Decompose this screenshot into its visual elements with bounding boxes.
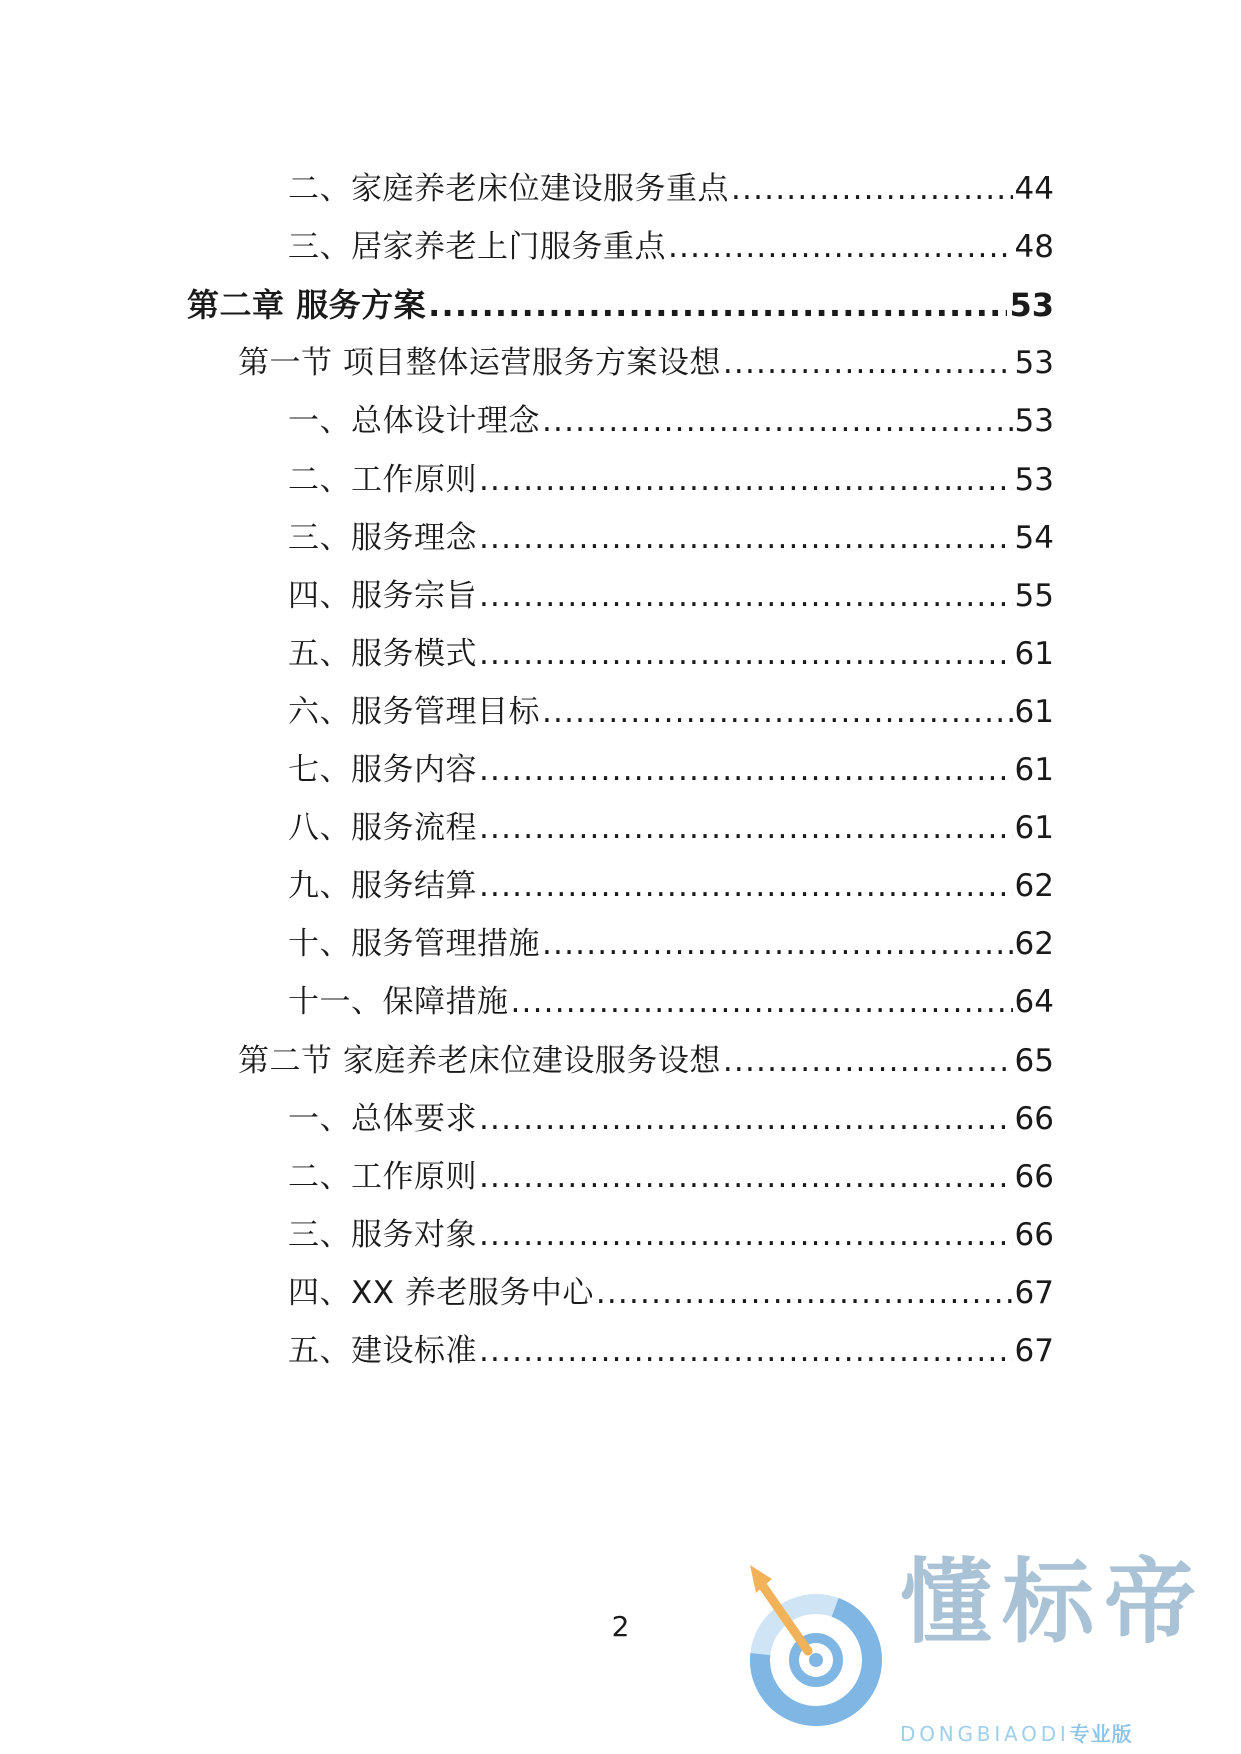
toc-dot-leader xyxy=(542,401,1013,441)
toc-dot-leader xyxy=(668,227,1013,267)
toc-entry-title: 三、服务对象 xyxy=(288,1217,477,1253)
toc-entry-title: 二、工作原则 xyxy=(288,462,477,498)
toc-entry-page: 67 xyxy=(1014,1333,1054,1369)
toc-entry-title: 六、服务管理目标 xyxy=(288,694,540,730)
toc-entry-page: 62 xyxy=(1014,926,1054,962)
toc-entry-title: 四、服务宗旨 xyxy=(288,578,477,614)
toc-entry-title: 二、工作原则 xyxy=(288,1159,477,1195)
toc-entry-page: 61 xyxy=(1014,752,1054,788)
toc-dot-leader xyxy=(479,460,1013,500)
toc-entry[interactable] xyxy=(288,518,1054,558)
toc-entry-title: 八、服务流程 xyxy=(288,810,477,846)
toc-entry-page: 53 xyxy=(1014,345,1054,381)
toc-entry-title: 五、建设标准 xyxy=(288,1333,477,1369)
toc-entry-title: 一、总体设计理念 xyxy=(288,403,540,439)
toc-dot-leader xyxy=(479,1215,1013,1255)
toc-entry-title: 十一、保障措施 xyxy=(288,984,509,1020)
toc-entry[interactable] xyxy=(238,1041,1054,1081)
watermark-brand: DONGBIAODI xyxy=(900,1722,1070,1746)
page-number: 2 xyxy=(611,1610,630,1643)
watermark-badge: 专业版 xyxy=(1069,1722,1133,1746)
toc-entry[interactable] xyxy=(288,1331,1054,1371)
toc-entry-page: 66 xyxy=(1014,1217,1054,1253)
toc-dot-leader xyxy=(479,634,1013,674)
toc-entry[interactable] xyxy=(288,1215,1054,1255)
toc-dot-leader xyxy=(542,692,1013,732)
toc-dot-leader xyxy=(479,518,1013,558)
toc-entry[interactable] xyxy=(288,750,1054,790)
toc-entry[interactable] xyxy=(238,343,1054,383)
toc-dot-leader xyxy=(479,1157,1013,1197)
toc-entry[interactable] xyxy=(288,1157,1054,1197)
toc-entry[interactable] xyxy=(288,576,1054,616)
toc-entry[interactable] xyxy=(288,634,1054,674)
toc-dot-leader xyxy=(723,343,1013,383)
toc-entry[interactable] xyxy=(288,692,1054,732)
toc-entry-page: 53 xyxy=(1014,462,1054,498)
toc-entry-title: 二、家庭养老床位建设服务重点 xyxy=(288,171,729,207)
toc-entry-page: 61 xyxy=(1014,636,1054,672)
toc-entry-title: 一、总体要求 xyxy=(288,1101,477,1137)
toc-entry-page: 64 xyxy=(1014,984,1054,1020)
toc-dot-leader xyxy=(428,285,1007,325)
toc-dot-leader xyxy=(479,866,1013,906)
toc-entry[interactable] xyxy=(288,982,1054,1022)
watermark-subtitle xyxy=(900,1721,1133,1747)
toc-entry-page: 54 xyxy=(1014,520,1054,556)
toc-entry-page: 61 xyxy=(1014,694,1054,730)
toc-entry[interactable] xyxy=(288,169,1054,209)
toc-entry[interactable] xyxy=(288,1273,1054,1313)
watermark-title: 懂标帝 xyxy=(900,1549,1207,1656)
toc-entry-page: 44 xyxy=(1014,171,1054,207)
toc-dot-leader xyxy=(479,1331,1013,1371)
toc-dot-leader xyxy=(596,1273,1013,1313)
toc-entry-title: 九、服务结算 xyxy=(288,868,477,904)
toc-dot-leader xyxy=(542,924,1013,964)
toc-entry[interactable] xyxy=(288,924,1054,964)
toc-entry-page: 67 xyxy=(1014,1275,1054,1311)
toc-entry-page: 65 xyxy=(1014,1043,1054,1079)
toc-entry-page: 66 xyxy=(1014,1101,1054,1137)
toc-entry-title: 四、XX 养老服务中心 xyxy=(288,1275,594,1311)
toc-entry-page: 53 xyxy=(1009,286,1054,324)
toc-entry-page: 66 xyxy=(1014,1159,1054,1195)
toc-entry-title: 七、服务内容 xyxy=(288,752,477,788)
toc-entry[interactable] xyxy=(288,401,1054,441)
toc-entry-page: 55 xyxy=(1014,578,1054,614)
toc-entry[interactable] xyxy=(288,866,1054,906)
toc-dot-leader xyxy=(511,982,1013,1022)
toc-entry-title: 十、服务管理措施 xyxy=(288,926,540,962)
toc-entry-page: 48 xyxy=(1014,229,1054,265)
toc-entry-title: 三、居家养老上门服务重点 xyxy=(288,229,666,265)
toc-dot-leader xyxy=(479,1099,1013,1139)
toc-entry[interactable] xyxy=(288,1099,1054,1139)
toc-entry-page: 62 xyxy=(1014,868,1054,904)
toc-dot-leader xyxy=(479,808,1013,848)
toc-dot-leader xyxy=(723,1041,1013,1081)
toc-entry-title: 五、服务模式 xyxy=(288,636,477,672)
toc-dot-leader xyxy=(479,576,1013,616)
toc-entry-title: 第二章 服务方案 xyxy=(187,286,427,324)
toc-entry-title: 第二节 家庭养老床位建设服务设想 xyxy=(238,1043,721,1079)
toc-entry[interactable] xyxy=(187,285,1054,325)
toc-entry-title: 第一节 项目整体运营服务方案设想 xyxy=(238,345,721,381)
toc-entry[interactable] xyxy=(288,227,1054,267)
toc-entry[interactable] xyxy=(288,808,1054,848)
toc-dot-leader xyxy=(731,169,1013,209)
toc-entry-page: 53 xyxy=(1014,403,1054,439)
watermark xyxy=(742,1535,1227,1750)
toc-entry[interactable] xyxy=(288,460,1054,500)
target-arrow-icon xyxy=(742,1535,882,1750)
toc-entry-title: 三、服务理念 xyxy=(288,520,477,556)
toc-dot-leader xyxy=(479,750,1013,790)
toc-entry-page: 61 xyxy=(1014,810,1054,846)
